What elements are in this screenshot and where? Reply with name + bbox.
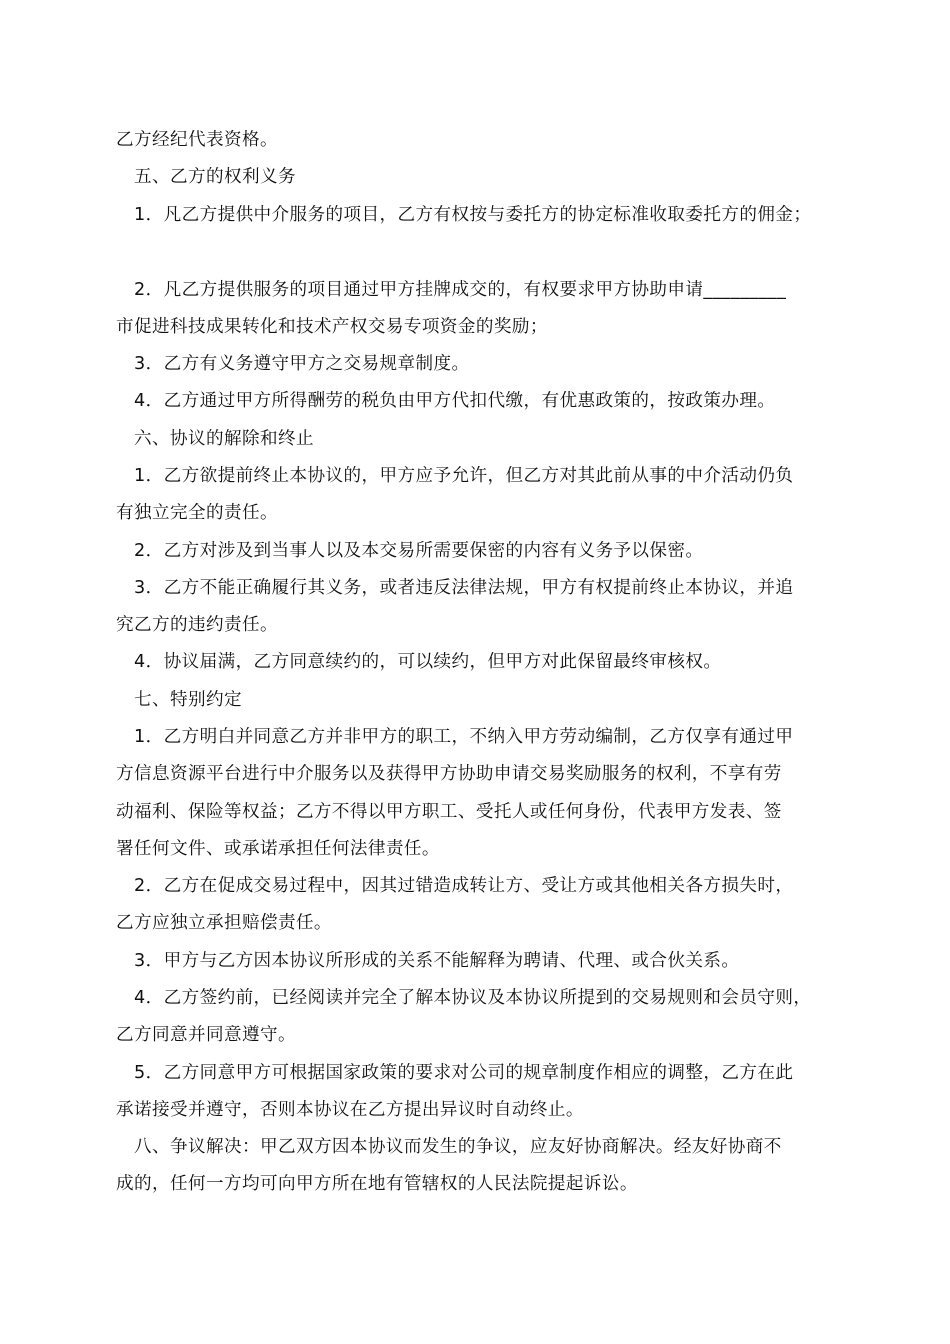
text-line: 2．乙方在促成交易过程中，因其过错造成转让方、受让方或其他相关各方损失时， <box>134 876 794 896</box>
text-line: 3．甲方与乙方因本协议所形成的关系不能解释为聘请、代理、或合伙关系。 <box>134 951 740 971</box>
text-line: 有独立完全的责任。 <box>116 503 278 523</box>
section-heading: 五、乙方的权利义务 <box>134 167 296 187</box>
text-line: 市促进科技成果转化和技术产权交易专项资金的奖励； <box>116 317 548 337</box>
text-line: 承诺接受并遵守，否则本协议在乙方提出异议时自动终止。 <box>116 1100 584 1120</box>
text-line: 1．凡乙方提供中介服务的项目，乙方有权按与委托方的协定标准收取委托方的佣金； <box>134 205 812 225</box>
section-heading: 六、协议的解除和终止 <box>134 429 314 449</box>
text-line: 乙方同意并同意遵守。 <box>116 1025 296 1045</box>
text-line: 1．乙方欲提前终止本协议的，甲方应予允许，但乙方对其此前从事的中介活动仍负 <box>134 466 794 486</box>
text-line: 乙方经纪代表资格。 <box>116 130 278 150</box>
text-line: 方信息资源平台进行中介服务以及获得甲方协助申请交易奖励服务的权利，不享有劳 <box>116 764 782 784</box>
text-line: 2．凡乙方提供服务的项目通过甲方挂牌成交的，有权要求甲方协助申请_________ <box>134 280 787 300</box>
section-heading: 八、争议解决：甲乙双方因本协议而发生的争议，应友好协商解决。经友好协商不 <box>134 1137 782 1157</box>
text-line: 5．乙方同意甲方可根据国家政策的要求对公司的规章制度作相应的调整，乙方在此 <box>134 1063 794 1083</box>
text-line: 乙方应独立承担赔偿责任。 <box>116 913 332 933</box>
text-line: 1．乙方明白并同意乙方并非甲方的职工，不纳入甲方劳动编制，乙方仅享有通过甲 <box>134 727 794 747</box>
text-line: 究乙方的违约责任。 <box>116 615 278 635</box>
text-line: 3．乙方有义务遵守甲方之交易规章制度。 <box>134 354 470 374</box>
text-line: 动福利、保险等权益；乙方不得以甲方职工、受托人或任何身份，代表甲方发表、签 <box>116 802 782 822</box>
text-line: 4．协议届满，乙方同意续约的，可以续约，但甲方对此保留最终审核权。 <box>134 652 722 672</box>
text-line: 2．乙方对涉及到当事人以及本交易所需要保密的内容有义务予以保密。 <box>134 541 704 561</box>
text-line: 署任何文件、或承诺承担任何法律责任。 <box>116 839 440 859</box>
text-line: 3．乙方不能正确履行其义务，或者违反法律法规，甲方有权提前终止本协议，并追 <box>134 578 794 598</box>
text-line: 4．乙方签约前，已经阅读并完全了解本协议及本协议所提到的交易规则和会员守则， <box>134 988 812 1008</box>
text-line: 4．乙方通过甲方所得酬劳的税负由甲方代扣代缴，有优惠政策的，按政策办理。 <box>134 391 776 411</box>
text-line: 成的，任何一方均可向甲方所在地有管辖权的人民法院提起诉讼。 <box>116 1174 638 1194</box>
section-heading: 七、特别约定 <box>134 690 242 710</box>
